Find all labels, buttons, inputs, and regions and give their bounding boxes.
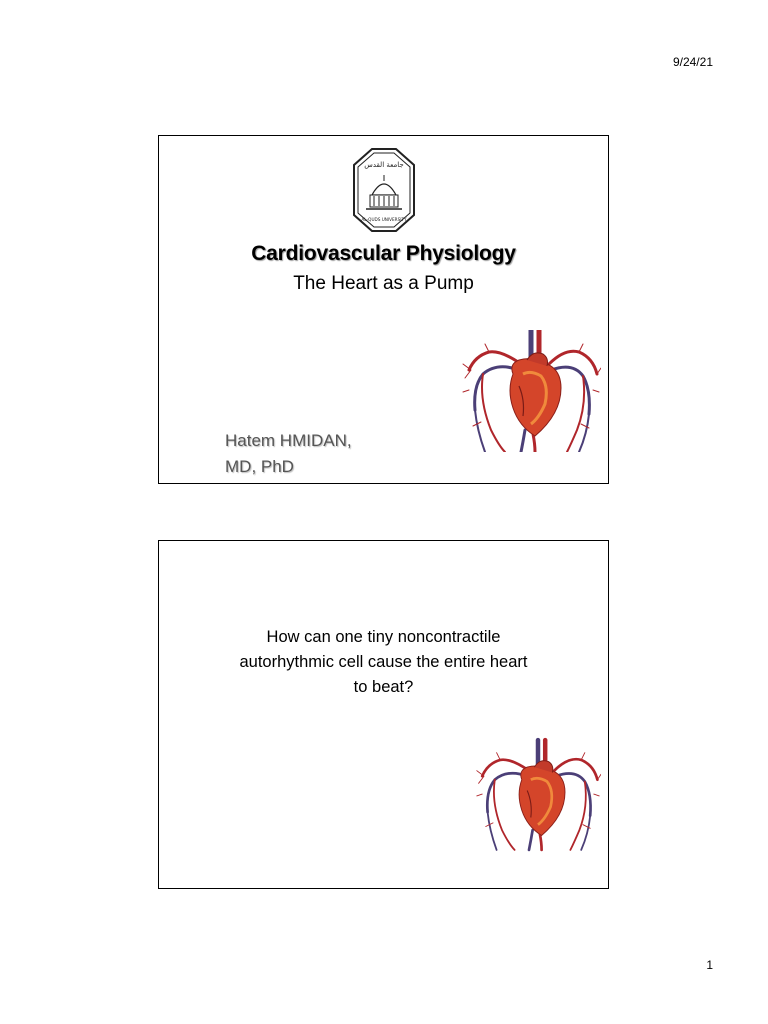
handout-date: 9/24/21: [672, 55, 713, 69]
question-line-1: How can one tiny noncontractile: [266, 628, 501, 646]
question-line-3: to beat?: [353, 678, 414, 696]
author: [225, 428, 352, 480]
logo-english-text: AL-QUDS UNIVERSITY: [361, 217, 407, 222]
university-logo: [352, 147, 416, 233]
slide-question: [199, 625, 568, 700]
heart-illustration: [475, 734, 601, 856]
slide-1: [158, 135, 609, 484]
page-number: 1: [706, 958, 713, 972]
author-degrees: MD, PhD: [225, 457, 294, 476]
author-name: Hatem HMIDAN,: [225, 431, 352, 450]
heart-illustration: [461, 330, 601, 452]
question-line-2: autorhythmic cell cause the entire heart: [239, 653, 528, 671]
slide-2: [158, 540, 609, 889]
slide-title: Cardiovascular Physiology: [251, 242, 516, 265]
slide-subtitle: The Heart as a Pump: [293, 273, 474, 294]
logo-arabic-text: جامعة القدس: [364, 161, 404, 169]
